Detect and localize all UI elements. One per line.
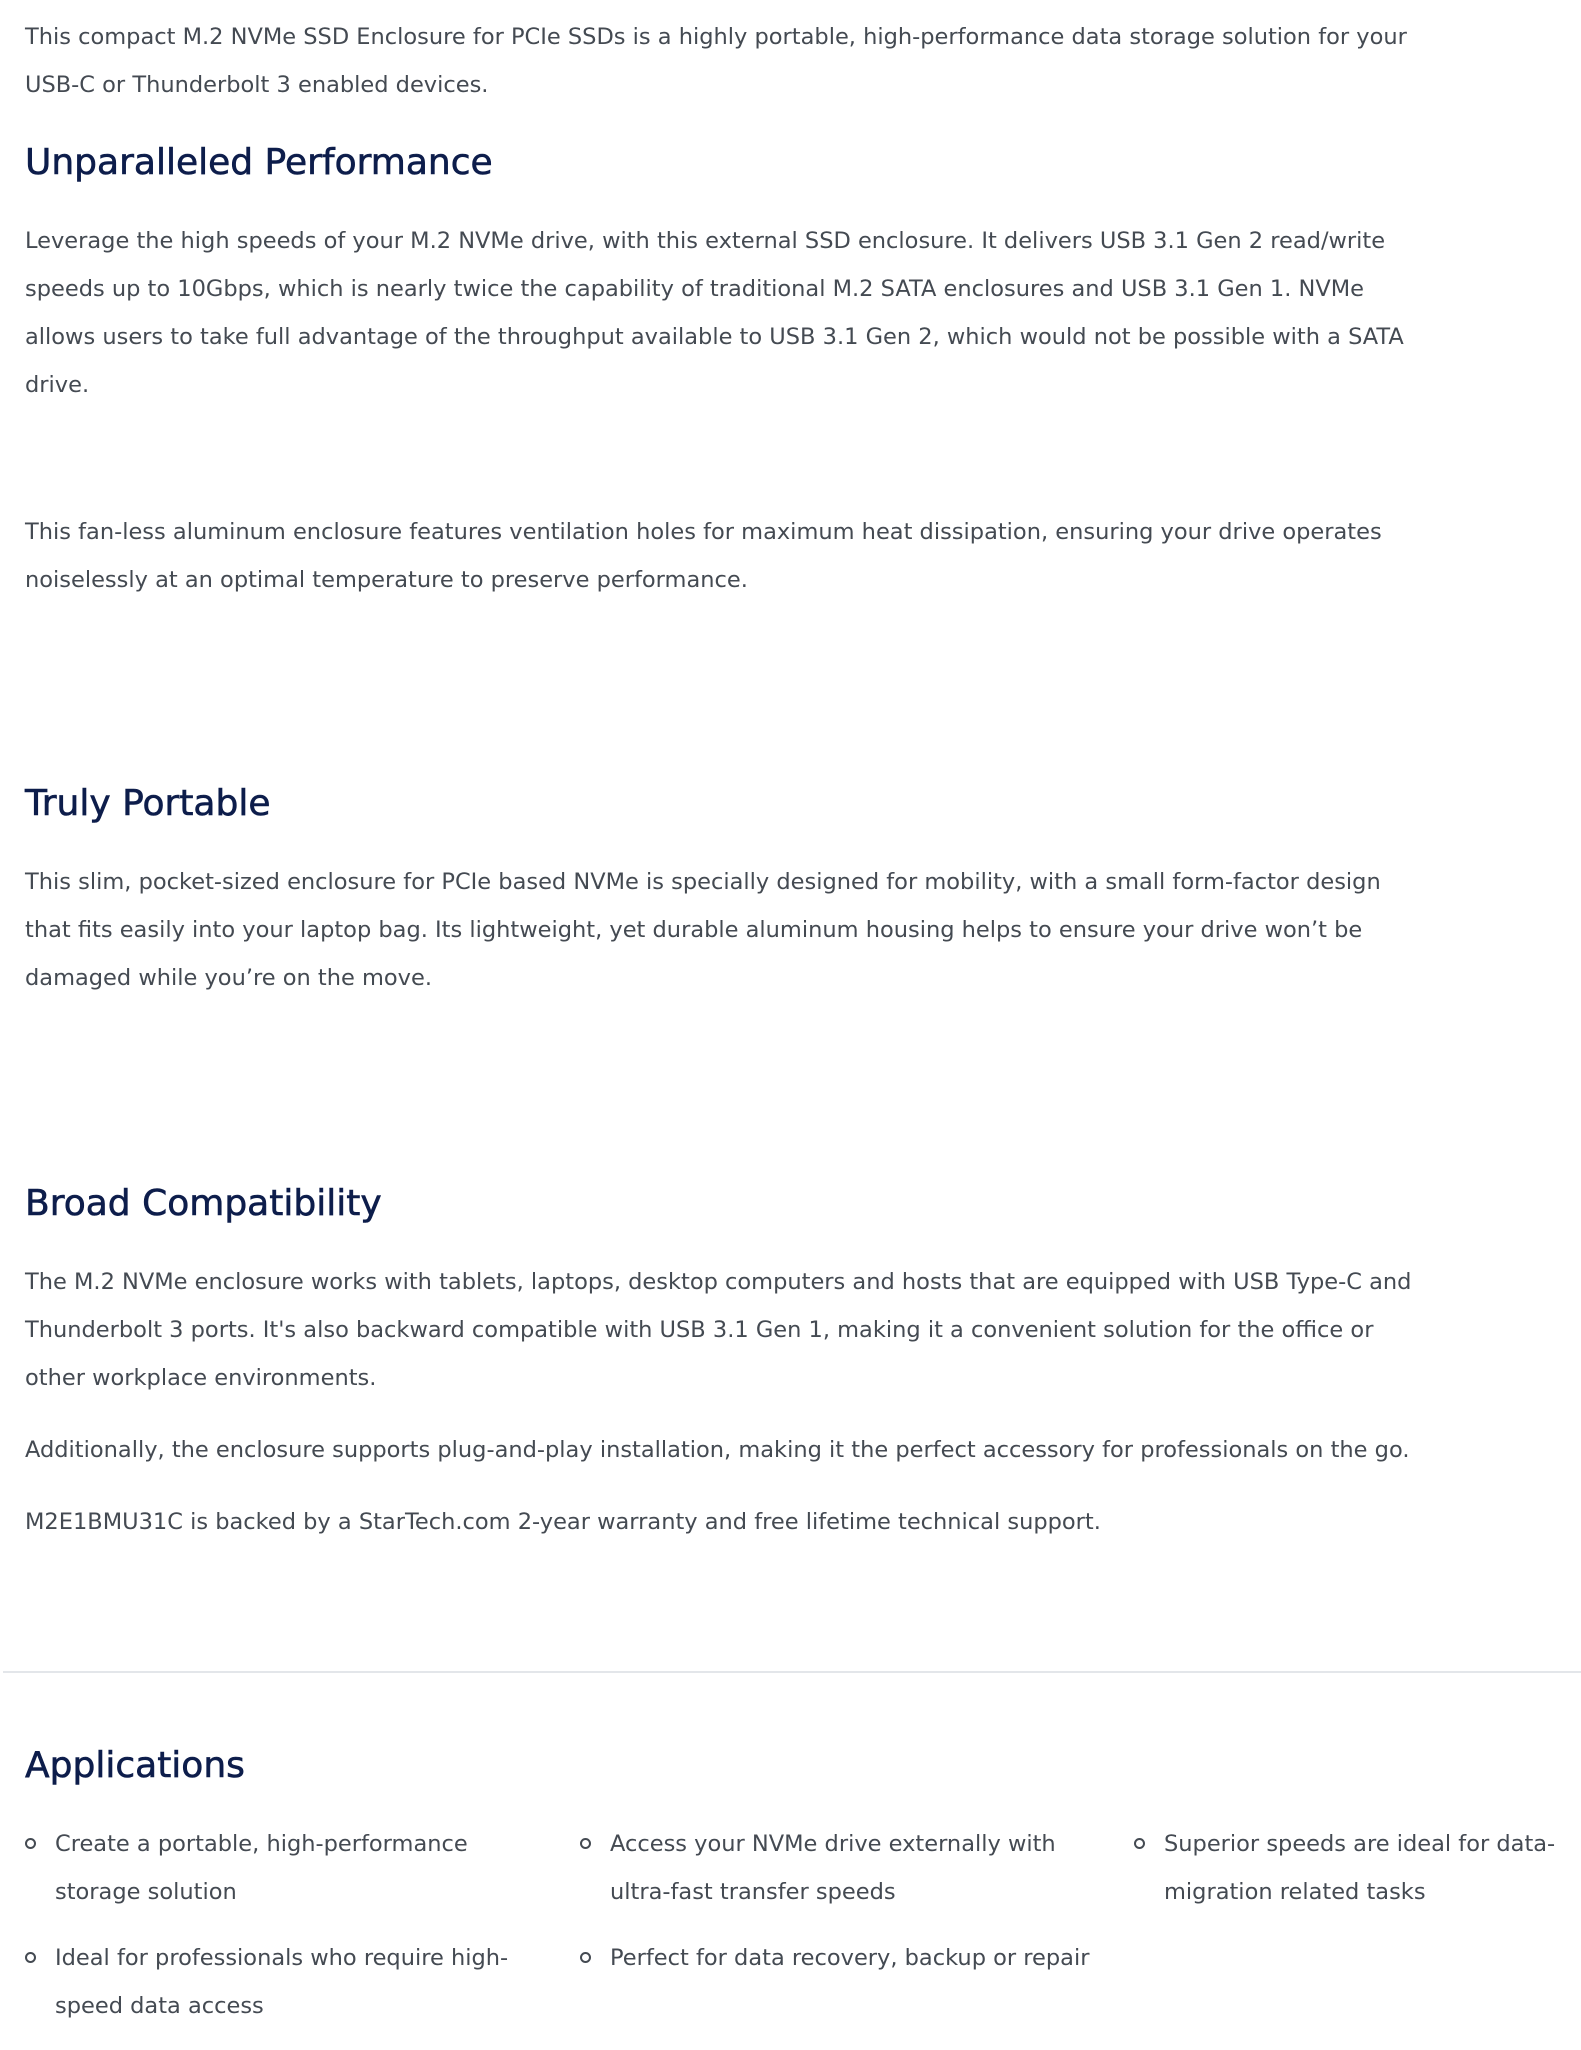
text-line: speed data access: [55, 1993, 264, 2019]
text-line: Ideal for professionals who require high-: [55, 1945, 509, 1971]
text-line: Access your NVMe drive externally with: [610, 1831, 1056, 1857]
text-line: Perfect for data recovery, backup or repair: [610, 1945, 1090, 1971]
intro-line-2: USB-C or Thunderbolt 3 enabled devices.: [25, 72, 489, 98]
compatibility-paragraph-1: [25, 1258, 1415, 1402]
text-line: Thunderbolt 3 ports. It's also backward compatible with USB 3.1 Gen 1, making it a convenient solution for the office or: [25, 1317, 1374, 1343]
text-line: This fan-less aluminum enclosure features ventilation holes for maximum heat dissipation, ensuring your drive operates: [25, 519, 1382, 545]
text-line: noiselessly at an optimal temperature to preserve performance.: [25, 567, 748, 593]
circle-bullet-icon: [25, 1838, 36, 1849]
heading-applications: Applications: [25, 1745, 245, 1786]
intro-line-1: This compact M.2 NVMe SSD Enclosure for PCIe SSDs is a highly portable, high-performance data storage solution for your: [25, 24, 1407, 50]
circle-bullet-icon: [580, 1952, 591, 1963]
intro-paragraph: [25, 13, 1415, 109]
application-list-item: [25, 1820, 555, 1916]
application-list-item: [1134, 1820, 1581, 1916]
heading-truly-portable: Truly Portable: [25, 783, 271, 824]
text-line: Superior speeds are ideal for data-: [1164, 1831, 1556, 1857]
compatibility-paragraph-2: Additionally, the enclosure supports plug-and-play installation, making it the perfect accessory for professionals on the go.: [25, 1437, 1410, 1463]
circle-bullet-icon: [580, 1838, 591, 1849]
text-line: damaged while you’re on the move.: [25, 965, 432, 991]
heading-unparalleled-performance: Unparalleled Performance: [25, 142, 493, 183]
text-line: The M.2 NVMe enclosure works with tablets, laptops, desktop computers and hosts that are equipped with USB Type-C and: [25, 1269, 1412, 1295]
text-line: This slim, pocket-sized enclosure for PCIe based NVMe is specially designed for mobility, with a small form-factor design: [25, 869, 1381, 895]
performance-paragraph-2: [25, 508, 1415, 604]
application-list-item: [580, 1820, 1130, 1916]
portable-paragraph: [25, 858, 1415, 1002]
section-divider: [3, 1671, 1581, 1673]
performance-paragraph-1: [25, 217, 1415, 409]
application-list-item: [25, 1934, 555, 2030]
warranty-paragraph: M2E1BMU31C is backed by a StarTech.com 2-year warranty and free lifetime technical support.: [25, 1509, 1101, 1535]
text-line: migration related tasks: [1164, 1879, 1426, 1905]
text-line: that fits easily into your laptop bag. Its lightweight, yet durable aluminum housing helps to ensure your drive won’t be: [25, 917, 1363, 943]
text-line: allows users to take full advantage of the throughput available to USB 3.1 Gen 2, which would not be possible with a SATA: [25, 324, 1404, 350]
text-line: speeds up to 10Gbps, which is nearly twice the capability of traditional M.2 SATA enclosures and USB 3.1 Gen 1. NVMe: [25, 276, 1365, 302]
circle-bullet-icon: [1134, 1838, 1145, 1849]
application-list-item: [580, 1934, 1150, 1982]
text-line: Create a portable, high-performance: [55, 1831, 468, 1857]
text-line: other workplace environments.: [25, 1365, 377, 1391]
circle-bullet-icon: [25, 1952, 36, 1963]
text-line: ultra-fast transfer speeds: [610, 1879, 896, 1905]
text-line: Leverage the high speeds of your M.2 NVMe drive, with this external SSD enclosure. It delivers USB 3.1 Gen 2 read/write: [25, 228, 1386, 254]
text-line: storage solution: [55, 1879, 237, 1905]
text-line: drive.: [25, 372, 90, 398]
heading-broad-compatibility: Broad Compatibility: [25, 1183, 382, 1224]
